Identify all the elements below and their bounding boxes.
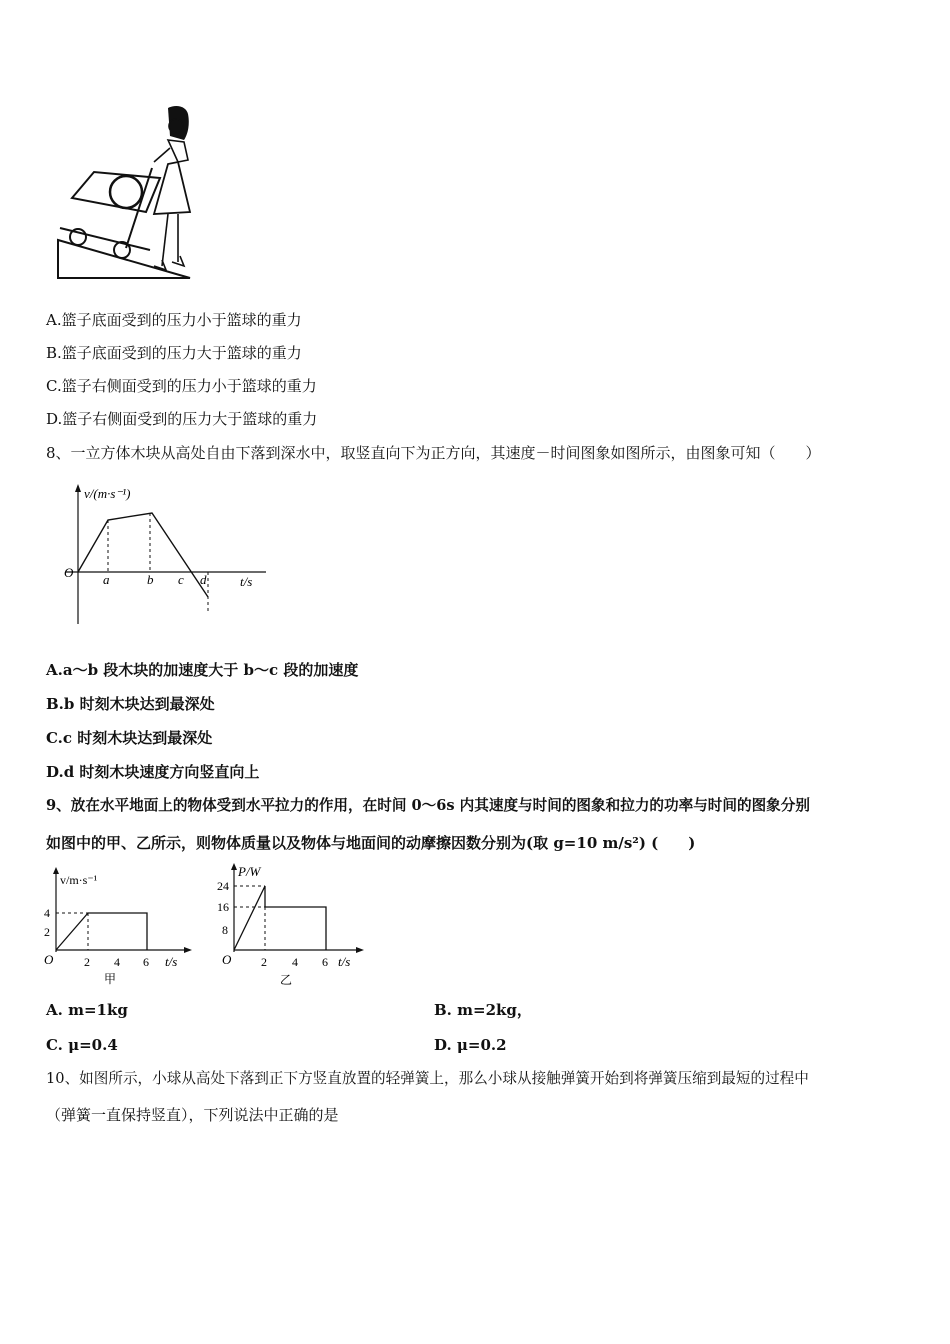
q9-stem-line2: 如图中的甲、乙所示，则物体质量以及物体与地面间的动摩擦因数分别为(取 g=10 m/s²) ( ) (46, 834, 696, 852)
q10-stem-line2: （弹簧一直保持竖直），下列说法中正确的是 (46, 1106, 339, 1124)
q9-yi-xtick-4: 4 (292, 955, 298, 969)
q7-option-c: C.篮子右侧面受到的压力小于篮球的重力 (46, 377, 317, 395)
q9-yi-xtick-2: 2 (261, 955, 267, 969)
q9-jia-xlabel: t/s (165, 954, 178, 969)
q7-option-b: B.篮子底面受到的压力大于篮球的重力 (46, 344, 302, 362)
q9-option-d: D. μ=0.2 (434, 1036, 507, 1054)
q9-jia-xtick-2: 2 (84, 955, 90, 969)
q9-yi-ytick-8: 8 (222, 923, 228, 937)
basket-slope-figure (50, 100, 200, 285)
q9-jia-caption: 甲 (104, 972, 117, 986)
q8-tick-c: c (178, 572, 184, 587)
q8-stem: 8、一立方体木块从高处自由下落到深水中，取竖直向下为正方向，其速度－时间图象如图所示，由图象可知（ ） (46, 444, 821, 462)
q9-yi-ytick-24: 24 (217, 879, 229, 893)
q8-graph-ylabel: v/(m·s⁻¹) (84, 486, 131, 501)
q8-option-c: C.c 时刻木块达到最深处 (46, 729, 213, 747)
q9-jia-origin: O (44, 952, 54, 967)
q9-yi-xlabel: t/s (338, 954, 351, 969)
q8-graph-origin: O (64, 565, 74, 580)
q10-stem-line1: 10、如图所示，小球从高处下落到正下方竖直放置的轻弹簧上，那么小球从接触弹簧开始到将弹簧压缩到最短的过程中 (46, 1070, 809, 1087)
q9-graph-jia (40, 866, 200, 988)
q8-tick-a: a (103, 572, 110, 587)
q8-option-a: A.a～b 段木块的加速度大于 b～c 段的加速度 (46, 661, 359, 679)
q9-jia-xtick-6: 6 (143, 955, 149, 969)
q9-yi-origin: O (222, 952, 232, 967)
q8-tick-b: b (147, 572, 154, 587)
q9-option-b: B. m=2kg， (434, 1001, 532, 1019)
q9-jia-ytick-2: 2 (44, 925, 50, 939)
q9-stem-line1: 9、放在水平地面上的物体受到水平拉力的作用，在时间 0～6s 内其速度与时间的图象和拉力的功率与时间的图象分别 (46, 797, 810, 814)
q9-jia-ytick-4: 4 (44, 906, 50, 920)
q8-option-d: D.d 时刻木块速度方向竖直向上 (46, 763, 260, 781)
q8-tick-d: d (200, 572, 207, 587)
q9-option-a: A. m=1kg (46, 1001, 128, 1019)
q7-option-d: D.篮子右侧面受到的压力大于篮球的重力 (46, 410, 318, 428)
q8-graph-xlabel: t/s (240, 574, 253, 589)
q7-option-a: A.篮子底面受到的压力小于篮球的重力 (46, 311, 302, 329)
q9-jia-ylabel: v/m·s⁻¹ (60, 873, 98, 887)
q9-yi-caption: 乙 (280, 973, 293, 987)
q9-graph-yi (216, 862, 376, 990)
q9-yi-ytick-16: 16 (217, 900, 229, 914)
q8-velocity-time-graph (58, 482, 273, 627)
q8-option-b: B.b 时刻木块达到最深处 (46, 695, 215, 713)
q9-yi-xtick-6: 6 (322, 955, 328, 969)
q9-option-c: C. μ=0.4 (46, 1036, 118, 1054)
q9-yi-ylabel: P/W (238, 864, 261, 879)
q9-jia-xtick-4: 4 (114, 955, 120, 969)
